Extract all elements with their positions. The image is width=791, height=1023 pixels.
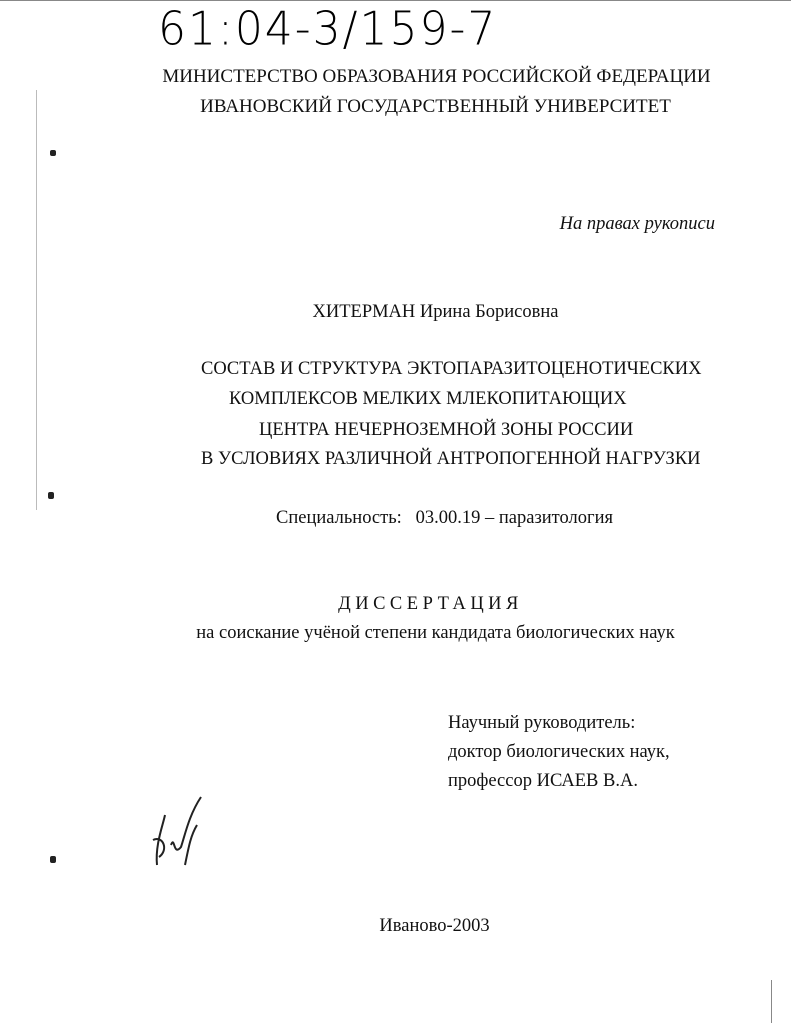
title-line: СОСТАВ И СТРУКТУРА ЭКТОПАРАЗИТОЦЕНОТИЧЕСКИХ (201, 359, 702, 379)
author-name: ХИТЕРМАН Ирина Борисовна (312, 302, 559, 322)
document-type: ДИССЕРТАЦИЯ (338, 594, 523, 614)
scan-speck (50, 150, 56, 156)
supervisor-label: Научный руководитель: (448, 713, 636, 733)
scan-edge (771, 980, 772, 1023)
specialty-value: 03.00.19 – паразитология (415, 508, 614, 528)
specialty-label: Специальность: (276, 508, 402, 528)
ministry-heading: МИНИСТЕРСТВО ОБРАЗОВАНИЯ РОССИЙСКОЙ ФЕДЕРАЦИИ (162, 66, 711, 87)
scan-speck (50, 856, 56, 863)
scan-speck (48, 492, 54, 499)
place-year: Иваново-2003 (379, 916, 490, 936)
scan-edge (0, 0, 791, 1)
title-line: ЦЕНТРА НЕЧЕРНОЗЕМНОЙ ЗОНЫ РОССИИ (259, 420, 634, 440)
manuscript-note: На правах рукописи (559, 214, 715, 234)
degree-line: на соискание учёной степени кандидата биологических наук (196, 623, 675, 643)
supervisor-name: профессор ИСАЕВ В.А. (448, 771, 638, 791)
title-line: В УСЛОВИЯХ РАЗЛИЧНОЙ АНТРОПОГЕННОЙ НАГРУЗКИ (201, 449, 701, 469)
specialty (276, 508, 613, 529)
university-heading: ИВАНОВСКИЙ ГОСУДАРСТВЕННЫЙ УНИВЕРСИТЕТ (200, 96, 671, 117)
supervisor-degree: доктор биологических наук, (448, 742, 670, 762)
archive-number-handwritten: 61:04-3/159-7 (158, 2, 498, 57)
signature (145, 795, 205, 870)
scan-edge (36, 90, 37, 510)
title-line: КОМПЛЕКСОВ МЕЛКИХ МЛЕКОПИТАЮЩИХ (229, 389, 627, 409)
